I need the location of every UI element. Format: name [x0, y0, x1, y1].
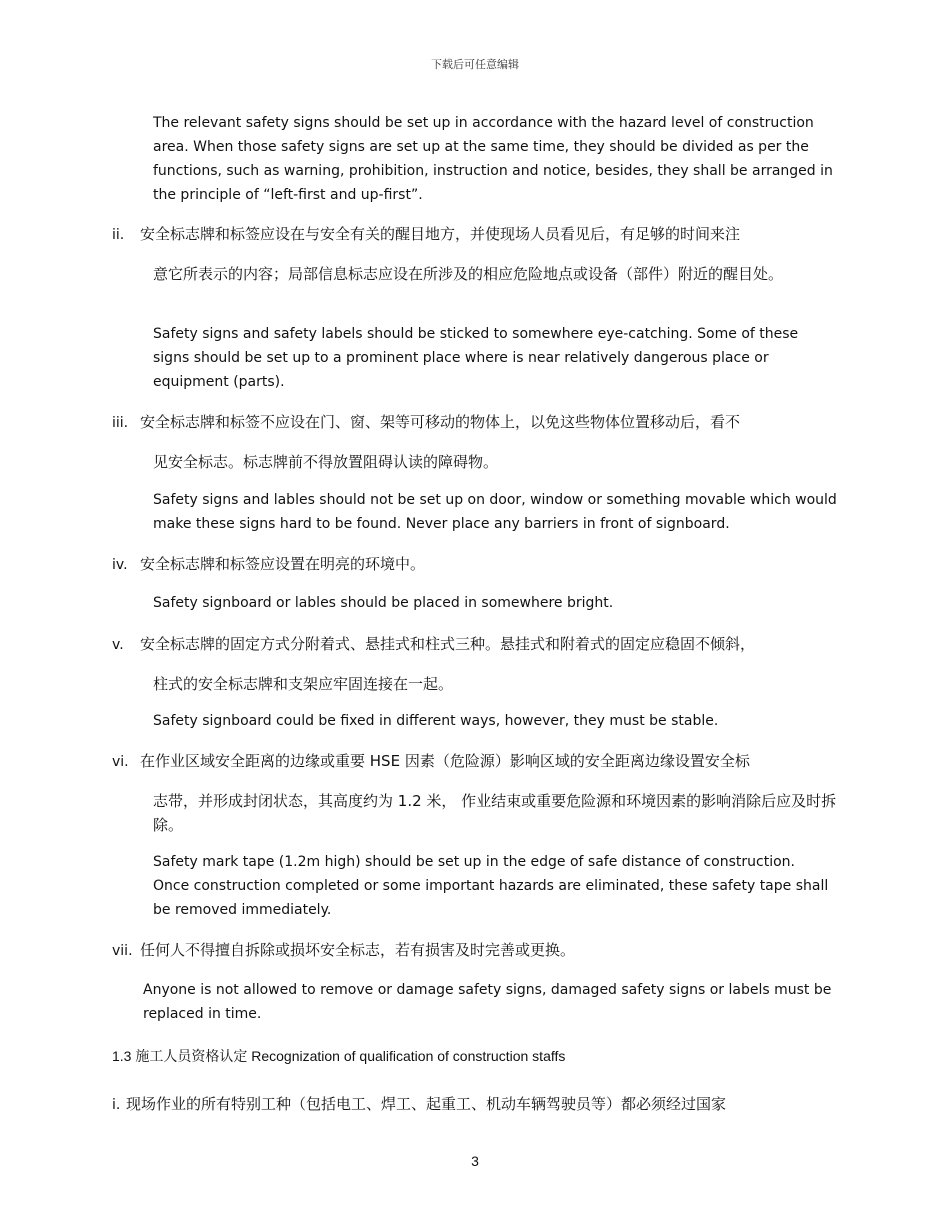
- paragraph-en: Safety signs and lables should not be set up on door, window or something movable which would make these signs hard to be found. Never place any barriers in front of signboard.: [153, 492, 837, 532]
- list-item-v: [112, 632, 755, 657]
- list-item-cn-text: 安全标志牌和标签应设置在明亮的环境中。: [140, 555, 426, 573]
- page-number: 3: [471, 1153, 479, 1169]
- list-item-cn-text: 在作业区域安全距离的边缘或重要 HSE 因素（危险源）影响区域的安全距离边缘设置安全标: [140, 752, 750, 770]
- list-item-cn-continuation: 志带，并形成封闭状态，其高度约为 1.2 米， 作业结束或重要危险源和环境因素的影响消除后应及时拆除。: [153, 792, 837, 834]
- paragraph-en: Anyone is not allowed to remove or damage safety signs, damaged safety signs or labels must be replaced in time.: [143, 982, 832, 1022]
- list-number: iii.: [112, 415, 129, 431]
- list-item-cn-text: 任何人不得擅自拆除或损坏安全标志，若有损害及时完善或更换。: [140, 941, 576, 959]
- page-header: 下载后可任意编辑: [431, 58, 519, 71]
- paragraph-en: Safety signs and safety labels should be sticked to somewhere eye-catching. Some of these signs should be set up to a prominent place where is near relatively dangerous place or equipment (parts).: [153, 326, 799, 390]
- list-item-vi: [112, 749, 750, 774]
- list-item-ii: [112, 222, 740, 247]
- list-item-cn-continuation: 意它所表示的内容；局部信息标志应设在所涉及的相应危险地点或设备（部件）附近的醒目处。: [153, 265, 784, 283]
- list-item-vii: [112, 938, 575, 963]
- list-item-cn-text: 安全标志牌的固定方式分附着式、悬挂式和柱式三种。悬挂式和附着式的固定应稳固不倾斜，: [140, 635, 756, 653]
- paragraph-en: Safety signboard or lables should be placed in somewhere bright.: [153, 595, 614, 611]
- list-number: vii.: [112, 943, 133, 959]
- list-number: iv.: [112, 557, 128, 573]
- list-number: i.: [112, 1097, 121, 1113]
- section-heading: 1.3 施工人员资格认定 Recognization of qualification of construction staffs: [112, 1048, 566, 1064]
- list-item-iii: [112, 410, 740, 435]
- list-item-cn-text: 现场作业的所有特别工种（包括电工、焊工、起重工、机动车辆驾驶员等）都必须经过国家: [126, 1095, 727, 1113]
- list-item-iv: [112, 552, 425, 577]
- paragraph-en: Safety signboard could be fixed in different ways, however, they must be stable.: [153, 713, 719, 729]
- list-item-cn-text: 安全标志牌和标签应设在与安全有关的醒目地方，并使现场人员看见后，有足够的时间来注: [140, 225, 741, 243]
- paragraph-en: The relevant safety signs should be set up in accordance with the hazard level of construction area. When those safety signs are set up at the same time, they should be divided as per the functions, such as warning, prohibition, instruction and notice, besides, they shall be arranged in the principle of “left-first and up-first”.: [153, 115, 833, 203]
- list-number: ii.: [112, 227, 125, 243]
- list-item-cn-continuation: 见安全标志。标志牌前不得放置阻碍认读的障碍物。: [153, 453, 499, 471]
- list-item-cn-text: 安全标志牌和标签不应设在门、窗、架等可移动的物体上，以免这些物体位置移动后，看不: [140, 413, 741, 431]
- list-item-i: [112, 1092, 726, 1117]
- list-item-cn-continuation: 柱式的安全标志牌和支架应牢固连接在一起。: [153, 675, 454, 693]
- list-number: vi.: [112, 754, 129, 770]
- list-number: v.: [112, 637, 124, 653]
- paragraph-en: Safety mark tape (1.2m high) should be set up in the edge of safe distance of construction. Once construction completed or some important hazards are eliminated, these safety tape shall be removed immediately.: [153, 854, 829, 918]
